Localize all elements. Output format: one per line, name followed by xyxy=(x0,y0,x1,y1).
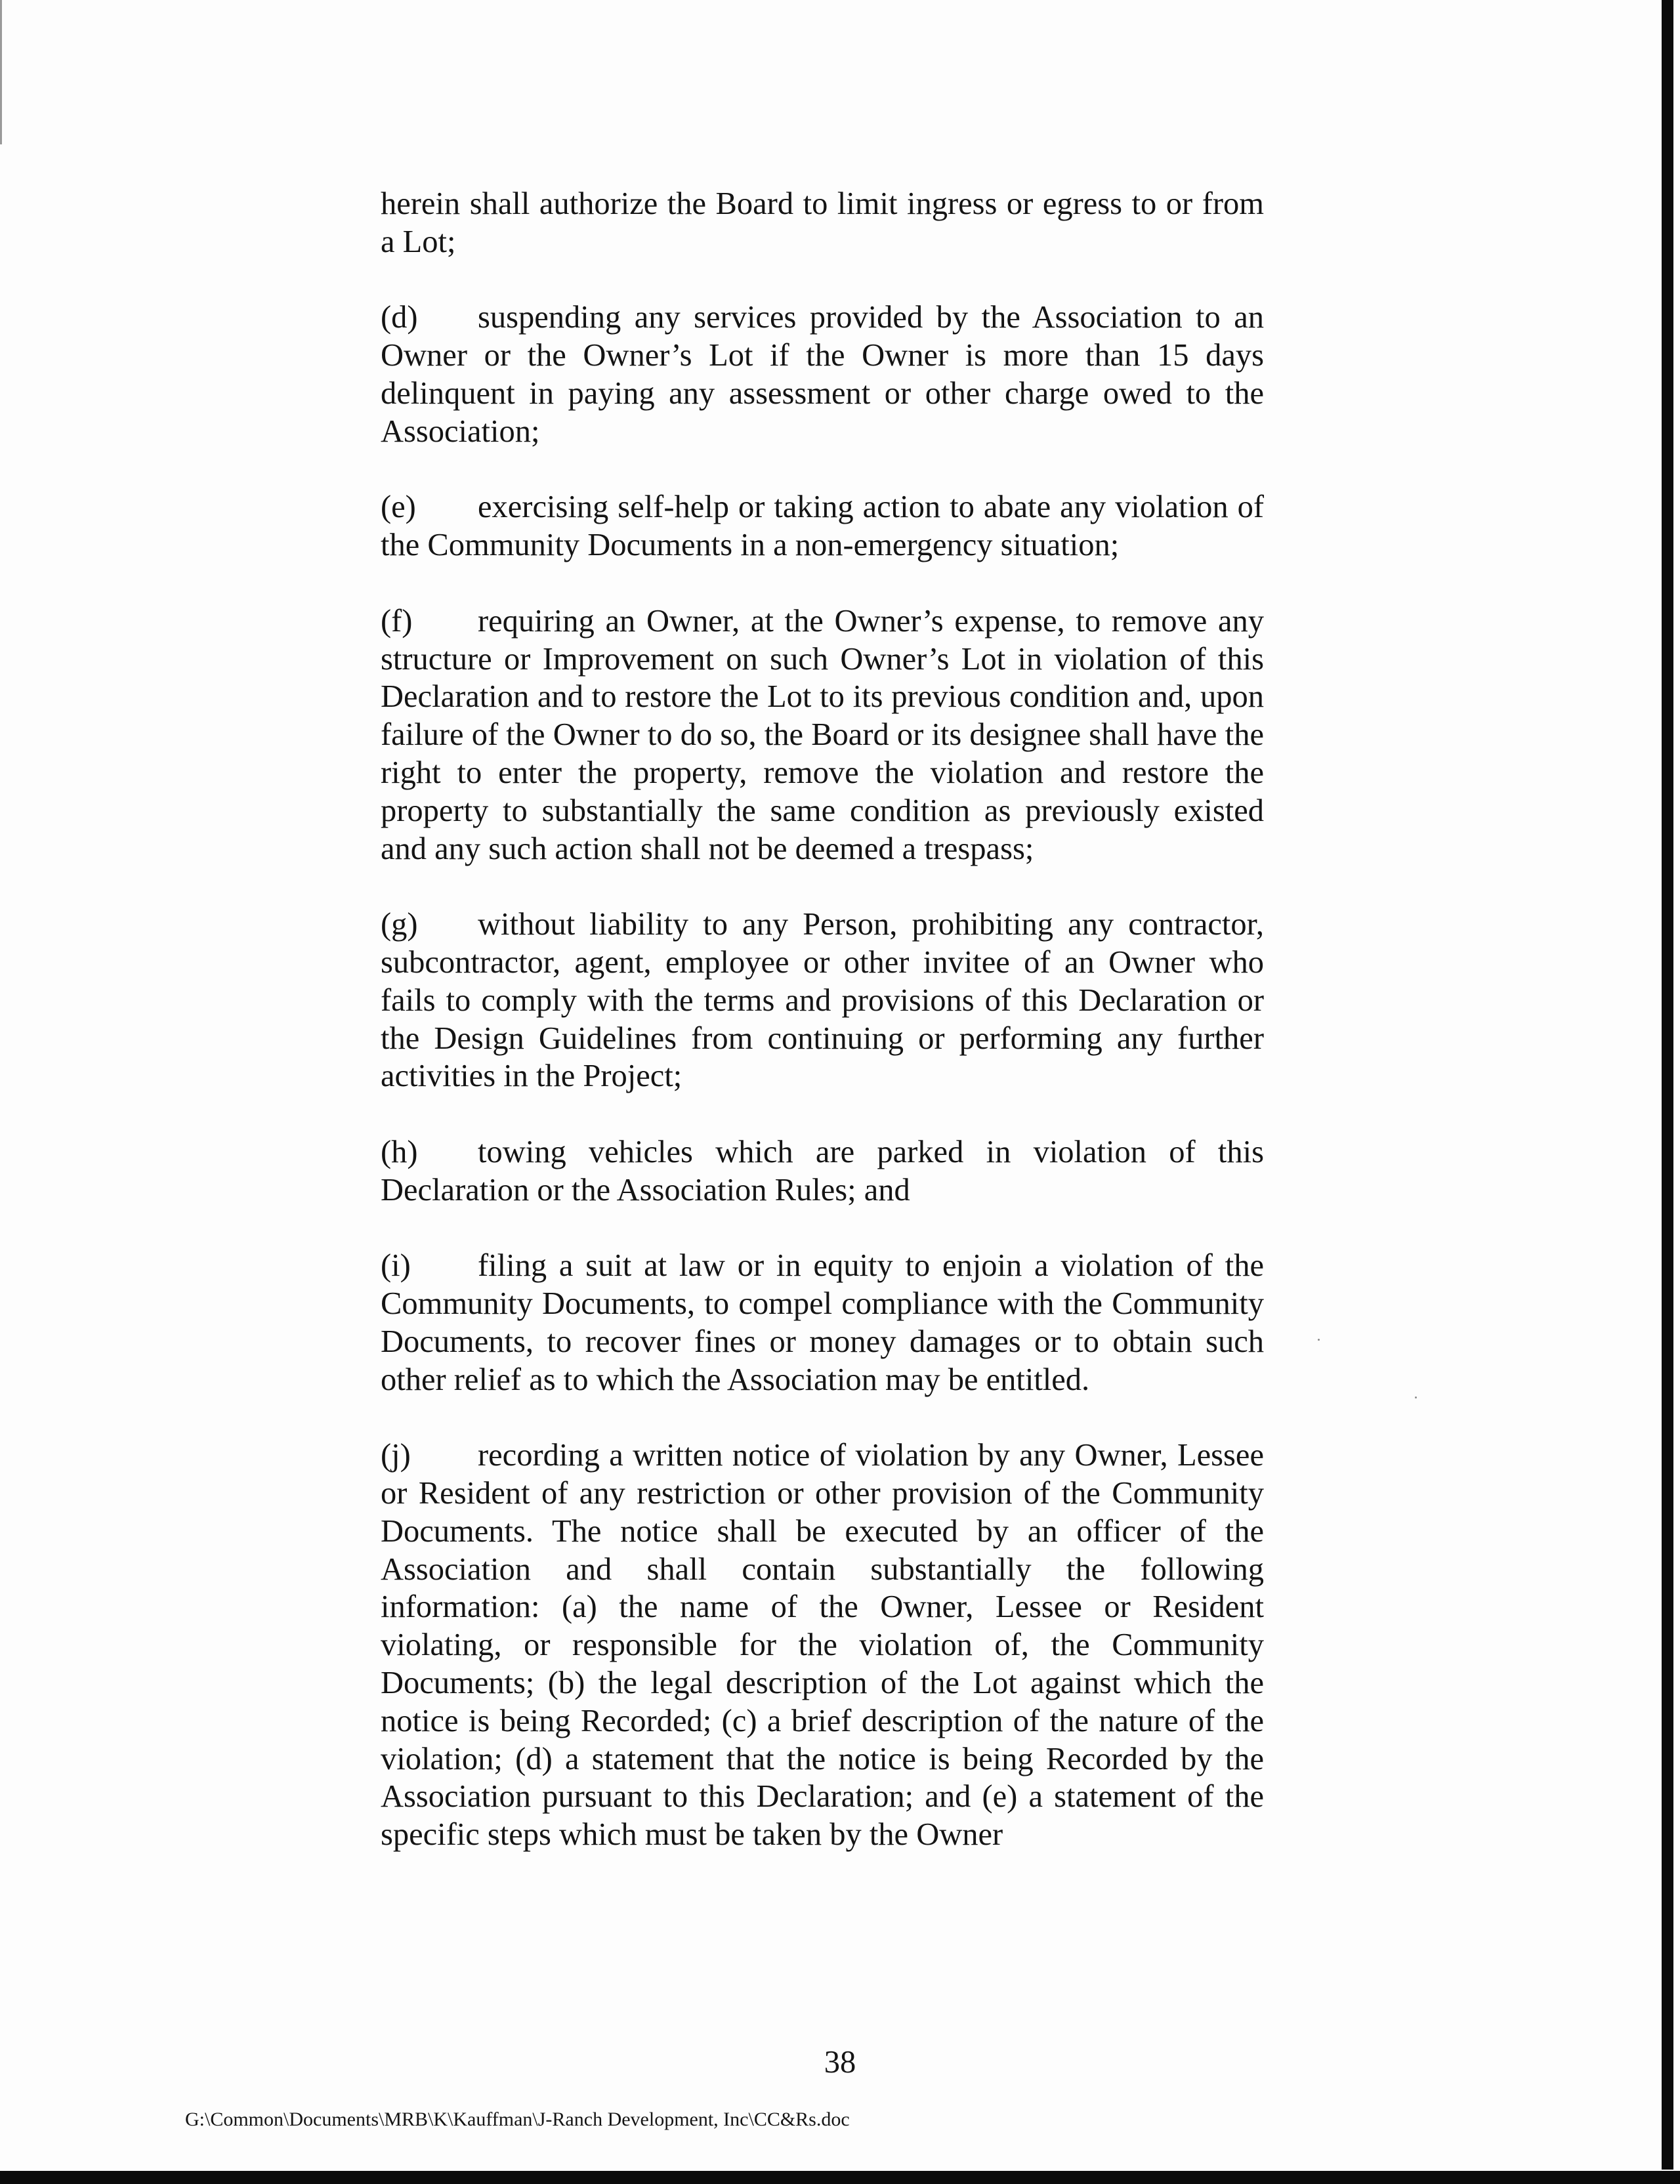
paragraph-label: (e) xyxy=(381,490,416,525)
paragraph-text: requiring an Owner, at the Owner’s expense, to remove any structure or Improvement on such Owner’s Lot in violation of this Declaration and to restore the Lot to its previous condition and, upon failure of the Owner to do so, the Board or its designee shall have the right to enter the property, remove the violation and restore the property to substantially the same condition as previously existed and any such action shall not be deemed a trespass; xyxy=(381,603,1264,866)
body-text xyxy=(381,185,1264,1854)
footer-file-path: G:\Common\Documents\MRB\K\Kauffman\J-Ranch Development, Inc\CC&Rs.doc xyxy=(185,2109,850,2130)
paragraph-e xyxy=(381,488,1264,564)
paragraph-label: (h) xyxy=(381,1134,418,1169)
paragraph-i xyxy=(381,1247,1264,1398)
paragraph-f xyxy=(381,602,1264,868)
scan-edge-mark xyxy=(0,0,2,144)
paragraph-label: (g) xyxy=(381,907,418,942)
paragraph-text: filing a suit at law or in equity to enjoin a violation of the Community Documents, to compel compliance with the Community Documents, to recover fines or money damages or to obtain such other relief as to which the Association may be entitled. xyxy=(381,1248,1264,1397)
scan-speck xyxy=(1415,1396,1417,1398)
continuation-paragraph: herein shall authorize the Board to limit ingress or egress to or from a Lot; xyxy=(381,186,1264,259)
paragraph-text: without liability to any Person, prohibiting any contractor, subcontractor, agent, employee or other invitee of an Owner who fails to comply with the terms and provisions of this Declaration or the Design Guidelines from continuing or performing any further activities in the Project; xyxy=(381,907,1264,1094)
scan-speck xyxy=(1318,1339,1320,1341)
paragraph-h xyxy=(381,1133,1264,1209)
page-number: 38 xyxy=(824,2045,856,2080)
paragraph-d xyxy=(381,299,1264,450)
paragraph-label: (j) xyxy=(381,1438,411,1473)
paragraph-text: exercising self-help or taking action to abate any violation of the Community Documents in a non-emergency situation; xyxy=(381,490,1264,563)
paragraph-label: (i) xyxy=(381,1248,411,1284)
paragraph-text: towing vehicles which are parked in violation of this Declaration or the Association Rules; and xyxy=(381,1134,1264,1208)
paragraph-g xyxy=(381,906,1264,1095)
paragraph-text: suspending any services provided by the Association to an Owner or the Owner’s Lot if the Owner is more than 15 days delinquent in paying any assessment or other charge owed to the Association; xyxy=(381,300,1264,449)
scan-border-right xyxy=(1662,0,1673,2170)
paragraph-text: recording a written notice of violation by any Owner, Lessee or Resident of any restriction or other provision of the Community Documents. The notice shall be executed by an officer of the Association and shall contain substantially the following information: (a) the name of the Owner, Lessee or Resident violating, or responsible for the violation of, the Community Documents; (b) the legal description of the Lot against which the notice is being Recorded; (c) a brief description of the nature of the violation; (d) a statement that the notice is being Recorded by the Association pursuant to this Declaration; and (e) a statement of the specific steps which must be taken by the Owner xyxy=(381,1438,1264,1853)
scan-border-bottom xyxy=(0,2171,1680,2184)
paragraph-label: (f) xyxy=(381,603,413,639)
paragraph-j xyxy=(381,1437,1264,1854)
paragraph-label: (d) xyxy=(381,300,418,335)
